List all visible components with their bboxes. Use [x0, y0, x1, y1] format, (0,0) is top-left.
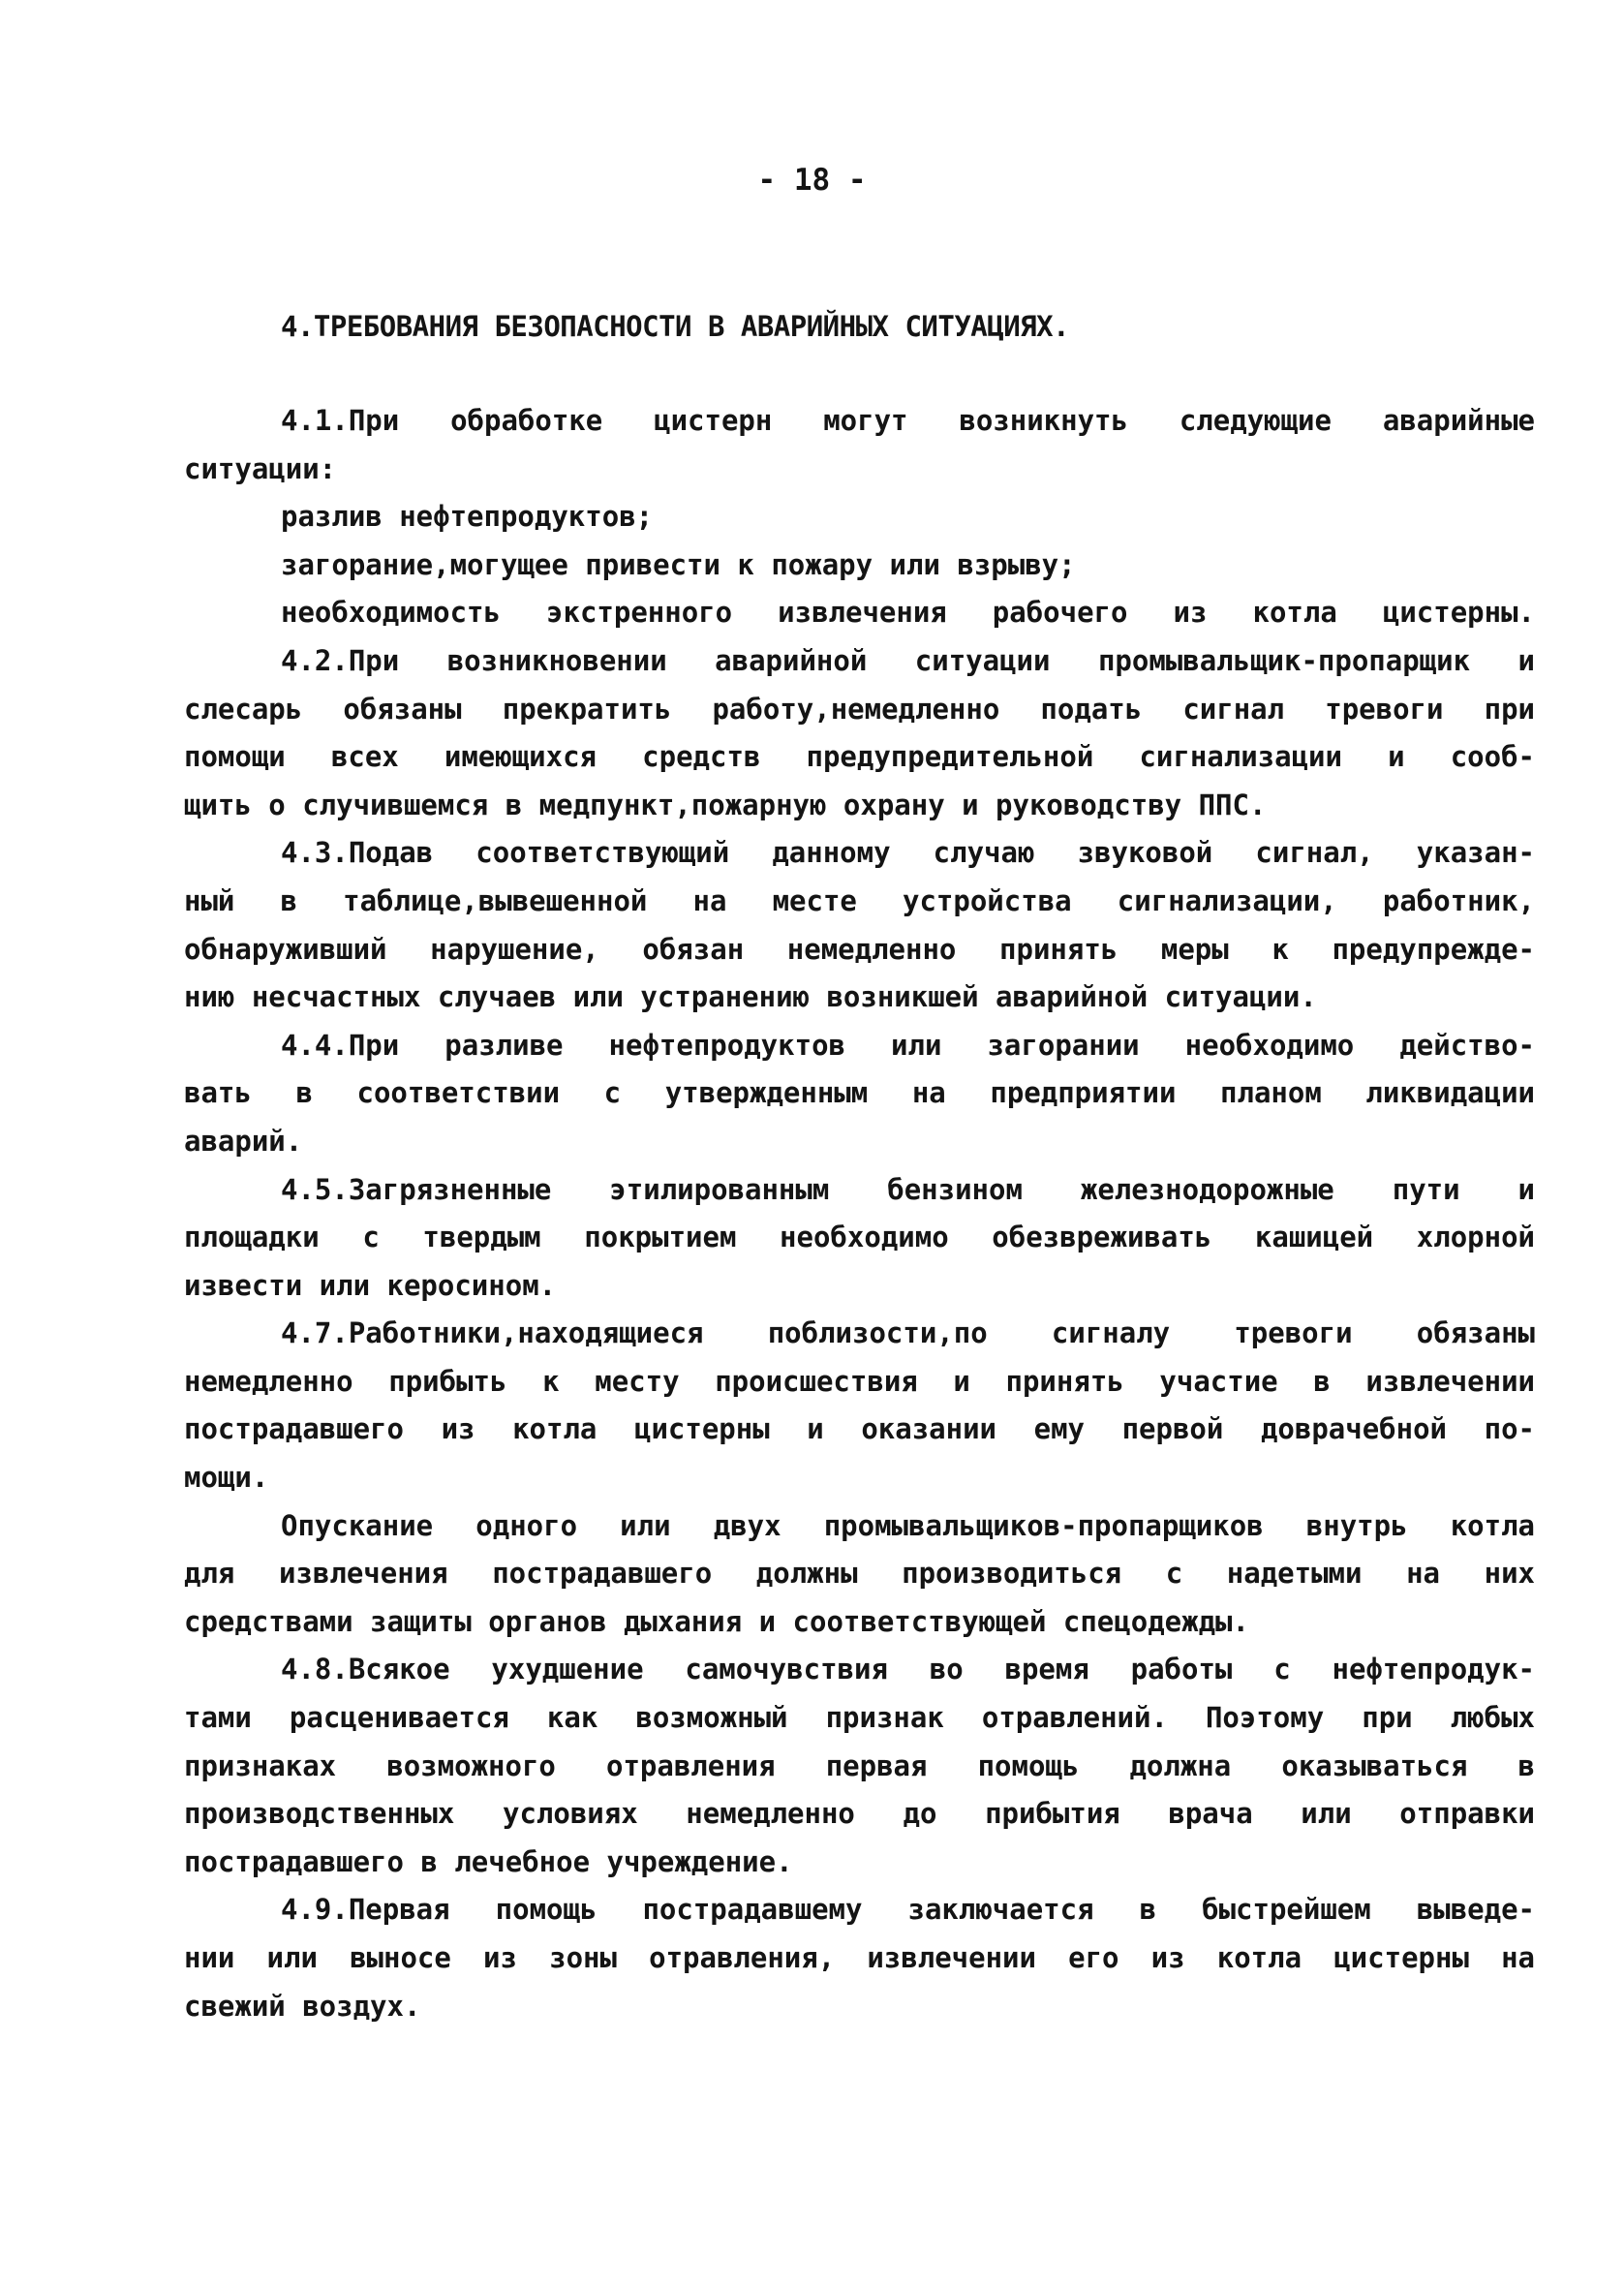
section-body [184, 397, 1535, 2030]
paragraph-line: 4.8.Всякое ухудшение самочувствия во время работы с нефтепродук- [281, 1653, 1535, 1686]
list-item: необходимость экстренного извлечения рабочего из котла цистерны. [281, 596, 1535, 630]
list-item: разлив нефтепродуктов; [281, 500, 654, 534]
paragraph-line: обнаруживший нарушение, обязан немедленно принять меры к предупрежде- [184, 932, 1535, 966]
paragraph-line: 4.2.При возникновении аварийной ситуации промывальщик-пропарщик и [281, 643, 1535, 677]
paragraph-line: нию несчастных случаев или устранению возникшей аварийной ситуации. [184, 980, 1317, 1014]
paragraph-line: 4.7.Работники,находящиеся поблизости,по сигналу тревоги обязаны [281, 1316, 1535, 1350]
paragraph-line: мощи. [184, 1461, 269, 1495]
paragraph-line: 4.9.Первая помощь пострадавшему заключается в быстрейшем выведе- [281, 1893, 1535, 1927]
paragraph-line: 4.3.Подав соответствующий данному случаю звуковой сигнал, указан- [281, 836, 1535, 870]
paragraph-line: пострадавшего в лечебное учреждение. [184, 1844, 793, 1878]
paragraph-line: для извлечения пострадавшего должны производиться с надетыми на них [184, 1557, 1535, 1591]
paragraph-line: помощи всех имеющихся средств предупредительной сигнализации и сооб- [184, 740, 1535, 774]
section-heading: 4.ТРЕБОВАНИЯ БЕЗОПАСНОСТИ В АВАРИЙНЫХ СИТУАЦИЯХ. [281, 310, 1070, 343]
paragraph-line: ный в таблице,вывешенной на месте устройства сигнализации, работник, [184, 883, 1535, 917]
paragraph-line: 4.1.При обработке цистерн могут возникнуть следующие аварийные [281, 404, 1535, 437]
page-number: - 18 - [757, 163, 867, 198]
paragraph-line: Опускание одного или двух промывальщиков-пропарщиков внутрь котла [281, 1508, 1535, 1542]
list-item: загорание,могущее привести к пожару или взрыву; [281, 547, 1076, 581]
paragraph-line: свежий воздух. [184, 1989, 421, 2023]
paragraph-line: тами расценивается как возможный признак отравлений. Поэтому при любых [184, 1701, 1535, 1735]
paragraph-line: ситуации: [184, 451, 337, 485]
paragraph-line: аварий. [184, 1124, 303, 1158]
paragraph-line: пострадавшего из котла цистерны и оказании ему первой доврачебной по- [184, 1412, 1535, 1446]
paragraph-line: извести или керосином. [184, 1268, 557, 1302]
paragraph-line: производственных условиях немедленно до прибытия врача или отправки [184, 1797, 1535, 1831]
paragraph-line: 4.5.Загрязненные этилированным бензином железнодорожные пути и [281, 1172, 1535, 1206]
paragraph-line: признаках возможного отравления первая помощь должна оказываться в [184, 1748, 1535, 1782]
paragraph-line: щить о случившемся в медпункт,пожарную охрану и руководству ППС. [184, 788, 1267, 821]
paragraph-line: слесарь обязаны прекратить работу,немедленно подать сигнал тревоги при [184, 692, 1535, 726]
paragraph-line: немедленно прибыть к месту происшествия и принять участие в извлечении [184, 1364, 1535, 1398]
paragraph-line: нии или выносе из зоны отравления, извлечении его из котла цистерны на [184, 1941, 1535, 1974]
paragraph-line: площадки с твердым покрытием необходимо обезвреживать кашицей хлорной [184, 1221, 1535, 1254]
paragraph-line: средствами защиты органов дыхания и соответствующей спецодежды. [184, 1604, 1249, 1638]
paragraph-line: 4.4.При разливе нефтепродуктов или загорании необходимо действо- [281, 1028, 1535, 1062]
paragraph-line: вать в соответствии с утвержденным на предприятии планом ликвидации [184, 1076, 1535, 1110]
